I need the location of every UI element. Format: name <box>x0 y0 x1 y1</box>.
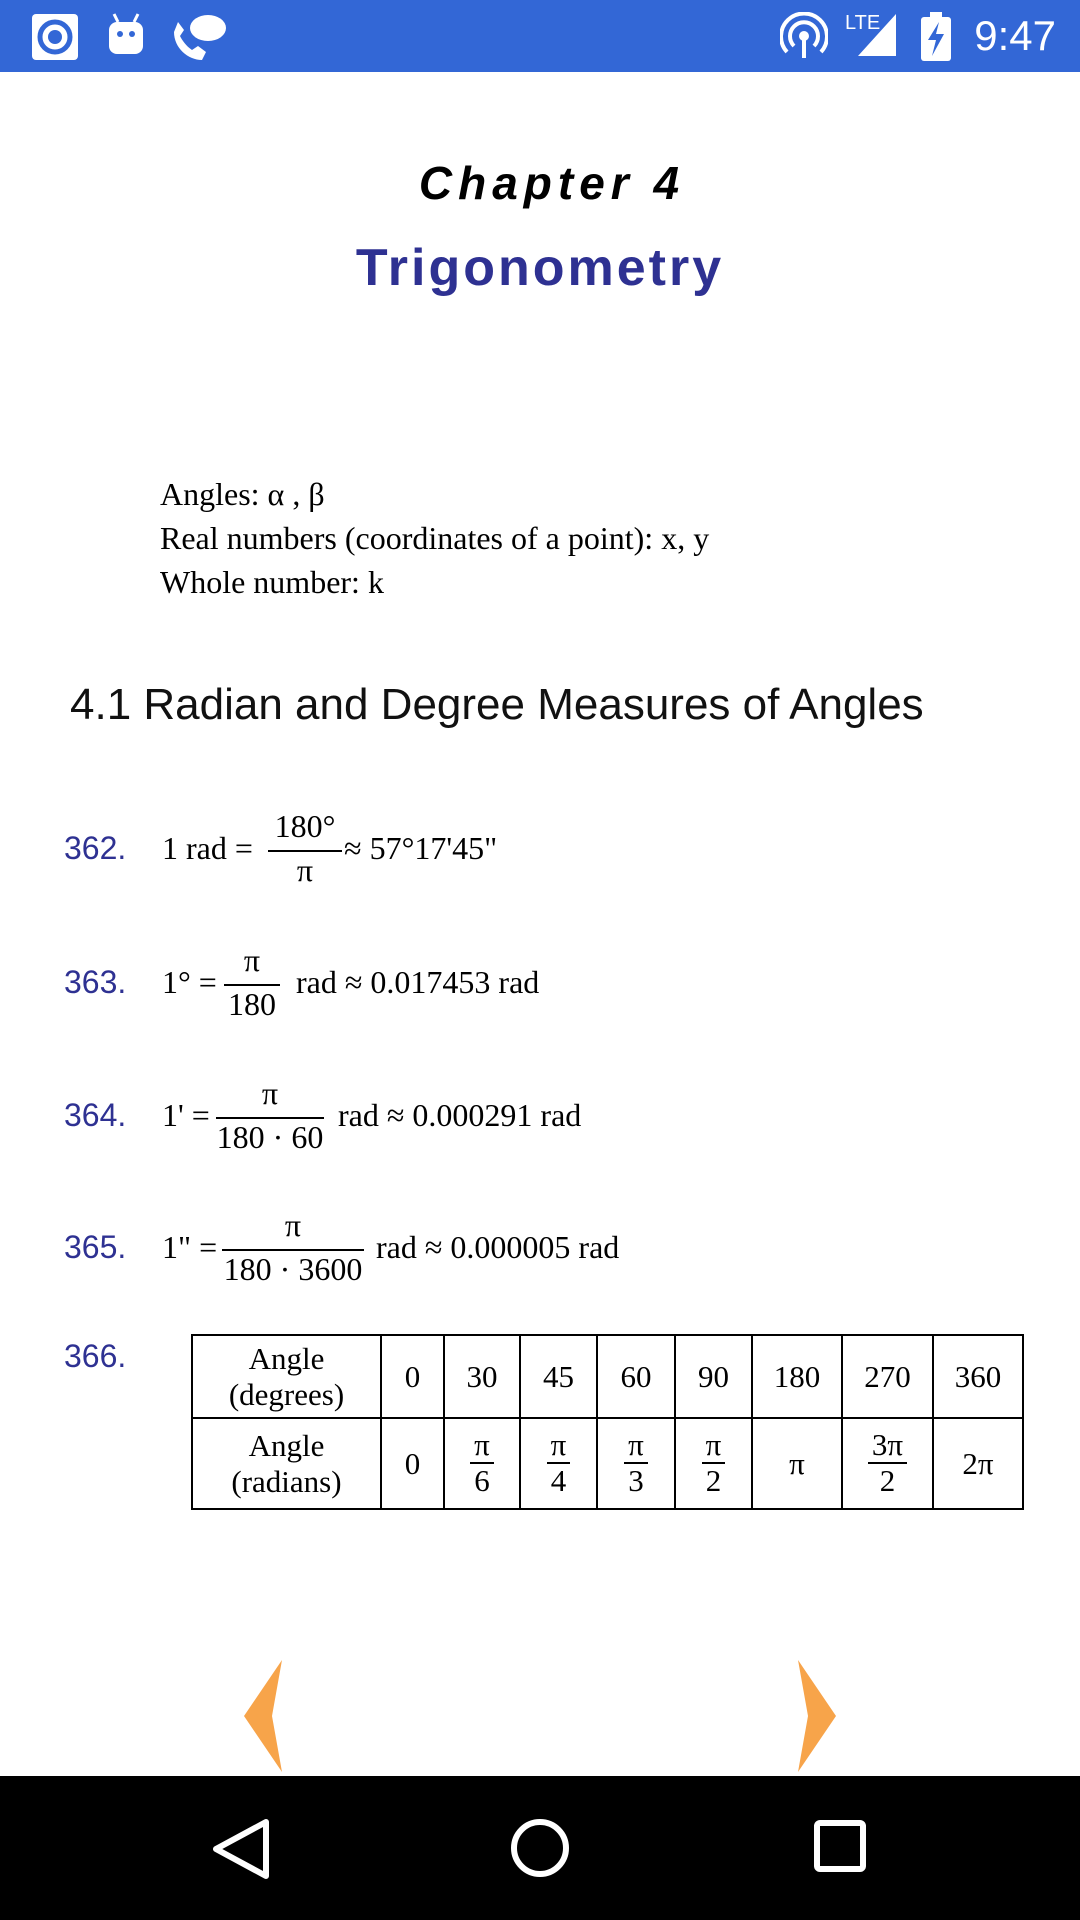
row-header-radians <box>192 1418 381 1509</box>
radian-denominator: 2 <box>705 1463 722 1498</box>
formula-rhs: rad ≈ 0.017453 rad <box>296 964 540 1000</box>
formula-365 <box>0 1207 1080 1297</box>
radian-numerator: π <box>702 1428 726 1464</box>
row-header-degrees <box>192 1335 381 1418</box>
radian-cell <box>933 1418 1023 1509</box>
next-page-arrow-icon[interactable] <box>794 1660 840 1772</box>
radian-denominator: 6 <box>474 1463 490 1498</box>
radian-value: π <box>789 1445 805 1481</box>
row-header-line: (degrees) <box>228 1376 345 1412</box>
radian-numerator: 3π <box>868 1428 907 1464</box>
android-icon <box>106 12 146 58</box>
radian-cell <box>842 1418 933 1509</box>
hotspot-icon <box>780 12 828 60</box>
fraction-numerator: π <box>243 942 261 978</box>
back-icon[interactable] <box>200 1816 280 1882</box>
section-heading: 4.1 Radian and Degree Measures of Angles <box>70 680 924 729</box>
fraction-numerator: 180° <box>274 808 336 844</box>
fraction-denominator: 180 · 60 <box>216 1119 324 1155</box>
formula-lhs: 1° = <box>162 964 217 1000</box>
degree-cell: 0 <box>381 1335 444 1418</box>
status-bar <box>0 0 1080 72</box>
recents-icon[interactable] <box>812 1818 868 1874</box>
phone-chat-icon <box>170 12 228 62</box>
notation-whole: Whole number: k <box>160 564 384 600</box>
fraction-denominator: π <box>296 852 314 888</box>
formula-number: 362. <box>64 830 127 866</box>
fraction-numerator: π <box>261 1075 279 1111</box>
network-type-label: LTE <box>845 12 881 34</box>
formula-rhs: rad ≈ 0.000291 rad <box>338 1097 582 1133</box>
notation-block <box>160 472 709 604</box>
table-row-degrees <box>192 1335 1023 1418</box>
degree-cell: 270 <box>842 1335 933 1418</box>
formula-rhs: ≈ 57°17'45" <box>344 830 498 866</box>
formula-lhs: 1' = <box>162 1097 210 1133</box>
notation-reals: Real numbers (coordinates of a point): x, y <box>160 520 710 556</box>
radian-denominator: 3 <box>628 1463 644 1498</box>
formula-362 <box>0 808 1080 898</box>
formula-number: 365. <box>64 1229 127 1265</box>
radian-cell <box>444 1418 520 1509</box>
formula-rhs: rad ≈ 0.000005 rad <box>376 1229 620 1265</box>
radian-numerator: π <box>547 1428 571 1464</box>
system-nav-bar <box>0 1776 1080 1920</box>
radian-cell <box>752 1418 842 1509</box>
signal-icon <box>856 12 898 56</box>
prev-page-arrow-icon[interactable] <box>240 1660 286 1772</box>
formula-number-366: 366. <box>64 1338 127 1374</box>
chapter-title: Trigonometry <box>355 239 725 297</box>
row-header-line: (radians) <box>231 1463 342 1499</box>
formula-lhs: 1 rad = <box>162 830 253 866</box>
radian-numerator: π <box>470 1428 494 1464</box>
radian-denominator: 2 <box>879 1463 896 1498</box>
table-row-radians <box>192 1418 1023 1509</box>
radian-value: 0 <box>404 1445 421 1481</box>
radian-denominator: 4 <box>550 1463 567 1498</box>
row-header-line: Angle <box>248 1427 325 1463</box>
battery-charging-icon <box>920 12 952 62</box>
radian-value: 2π <box>962 1445 994 1481</box>
degree-cell: 180 <box>752 1335 842 1418</box>
fraction-denominator: 180 <box>228 986 276 1022</box>
degree-cell: 360 <box>933 1335 1023 1418</box>
formula-number: 364. <box>64 1097 127 1133</box>
status-time: 9:47 <box>974 12 1056 59</box>
degree-cell: 60 <box>597 1335 675 1418</box>
radian-cell <box>675 1418 752 1509</box>
formula-363 <box>0 942 1080 1032</box>
degree-cell: 90 <box>675 1335 752 1418</box>
angle-conversion-table <box>191 1334 1024 1510</box>
degree-cell: 45 <box>520 1335 597 1418</box>
fraction-numerator: π <box>284 1207 302 1243</box>
formula-number: 363. <box>64 964 127 1000</box>
home-icon[interactable] <box>508 1816 572 1880</box>
degree-cell: 30 <box>444 1335 520 1418</box>
app-circle-icon <box>30 12 80 62</box>
radian-cell <box>520 1418 597 1509</box>
formula-364 <box>0 1075 1080 1165</box>
fraction-denominator: 180 · 3600 <box>223 1251 363 1287</box>
formula-lhs: 1" = <box>162 1229 218 1265</box>
row-header-line: Angle <box>248 1340 325 1376</box>
radian-numerator: π <box>624 1428 648 1464</box>
notation-angles: Angles: α , β <box>160 476 325 512</box>
chapter-label: Chapter 4 <box>418 157 686 209</box>
radian-cell <box>597 1418 675 1509</box>
radian-cell <box>381 1418 444 1509</box>
